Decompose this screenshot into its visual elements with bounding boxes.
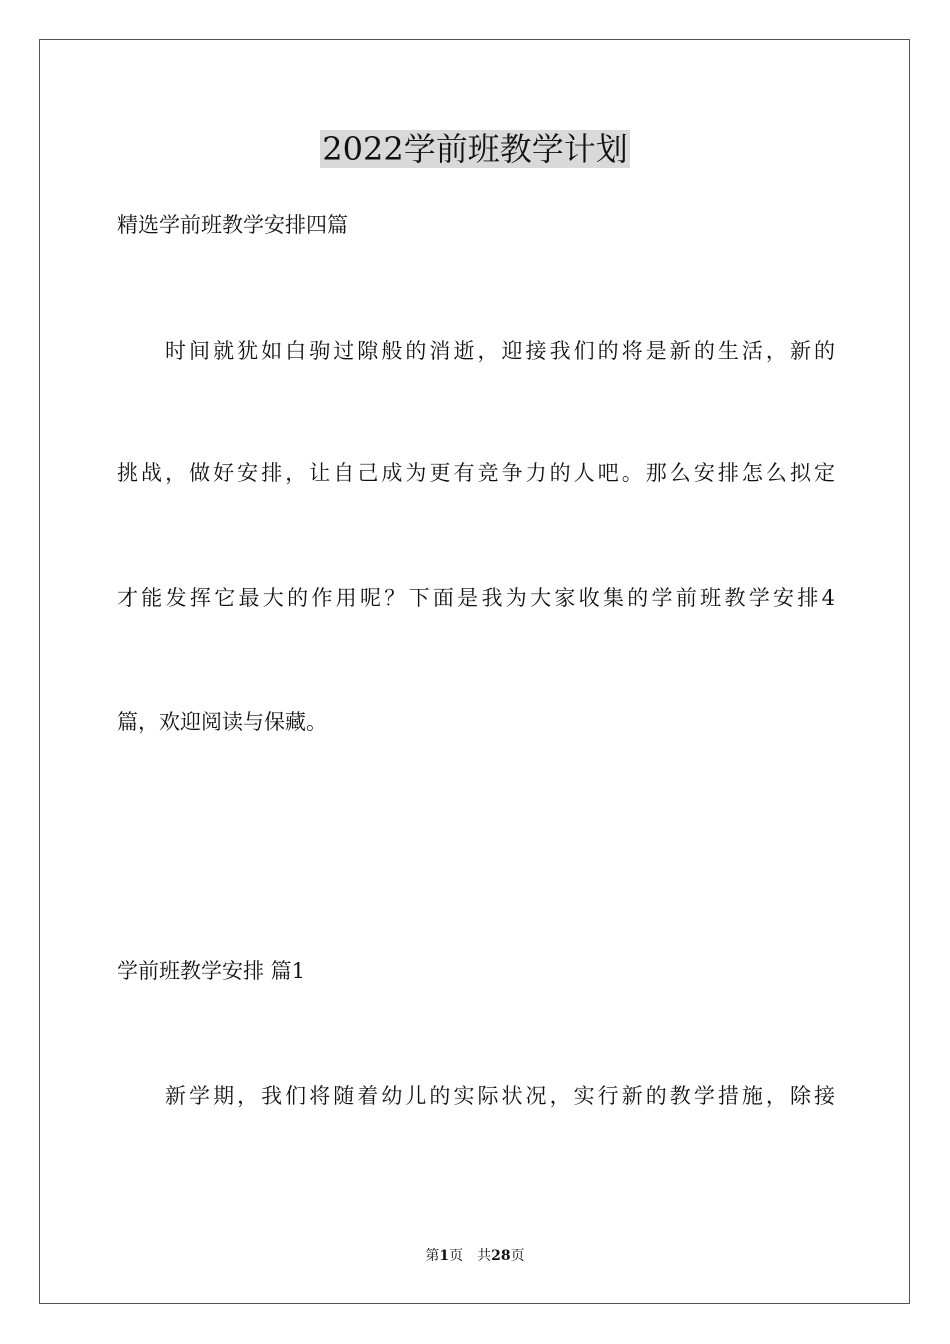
footer-total-prefix: 共 xyxy=(477,1248,492,1264)
intro-line-1: 时间就犹如白驹过隙般的消逝，迎接我们的将是新的生活，新的 xyxy=(165,339,835,363)
document-title-text: 2022学前班教学计划 xyxy=(322,130,628,168)
footer-total-pages: 28 xyxy=(491,1248,511,1264)
footer-page-number: 1 xyxy=(439,1248,450,1264)
page-footer xyxy=(0,1246,950,1266)
document-subtitle: 精选学前班教学安排四篇 xyxy=(117,213,348,237)
document-title xyxy=(0,126,950,172)
intro-line-2: 挑战，做好安排，让自己成为更有竞争力的人吧。那么安排怎么拟定 xyxy=(117,461,835,485)
section-heading: 学前班教学安排 篇1 xyxy=(117,959,306,983)
footer-total-suffix: 页 xyxy=(510,1248,525,1264)
footer-page-suffix: 页 xyxy=(449,1248,464,1264)
intro-line-4: 篇，欢迎阅读与保藏。 xyxy=(117,710,327,734)
footer-page-prefix: 第 xyxy=(425,1248,440,1264)
intro-line-3: 才能发挥它最大的作用呢？下面是我为大家收集的学前班教学安排4 xyxy=(117,586,835,610)
section-line-1: 新学期，我们将随着幼儿的实际状况，实行新的教学措施，除接 xyxy=(165,1084,835,1108)
